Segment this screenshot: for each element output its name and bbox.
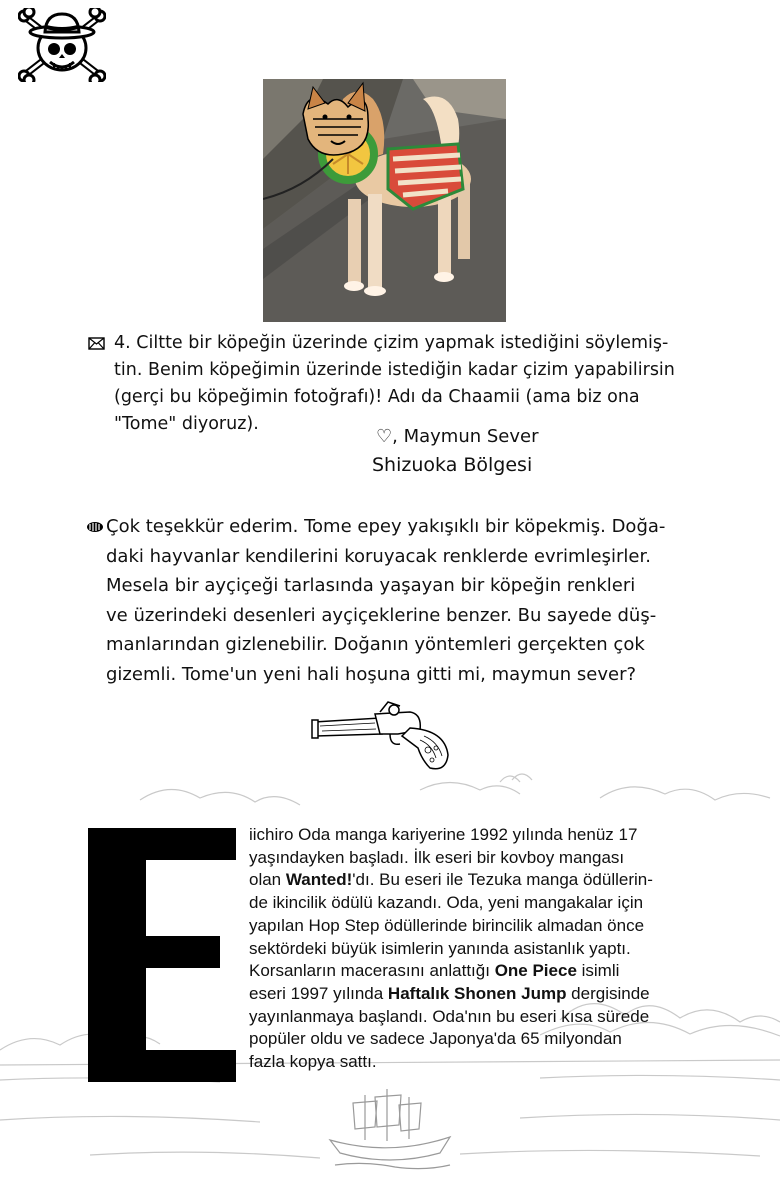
bio-title: Haftalık Shonen Jump — [387, 983, 567, 1003]
answer-line: daki hayvanlar kendilerini koruyacak renklerde evrimleşirler. — [106, 545, 651, 567]
bio-line — [249, 1028, 735, 1051]
answer-line: gizemli. Tome'un yeni hali hoşuna gitti mi, maymun sever? — [106, 663, 637, 685]
sailing-ship-icon — [325, 1085, 455, 1175]
bio-line — [249, 869, 735, 892]
bio-text: olan — [249, 870, 286, 890]
bio-title: Wanted! — [285, 870, 353, 890]
signature-name: ♡, Maymun Sever — [376, 426, 539, 447]
bio-text: 'dı. Bu eseri ile Tezuka manga ödüllerin- — [352, 870, 653, 890]
bio-text: yaşındayken başladı. İlk eseri bir kovboy mangası — [249, 847, 625, 867]
answer-line: ve üzerindeki desenleri ayçiçeklerine benzer. Bu sayede düş- — [106, 604, 657, 626]
signature-region: Shizuoka Bölgesi — [372, 454, 533, 476]
bio-text: yapılan Hop Step ödüllerinde birincilik almadan önce — [249, 915, 645, 935]
bio-text: isimli — [576, 961, 620, 981]
reader-letter — [88, 330, 728, 438]
answer-line: manlarından gizlenebilir. Doğanın yöntemleri gerçekten çok — [106, 634, 645, 655]
bio-line — [249, 1006, 735, 1029]
bio-line — [249, 824, 735, 847]
oda-mark-icon — [86, 512, 106, 689]
bio-line — [249, 892, 735, 915]
bio-text: dergisinde — [566, 983, 650, 1003]
letter-line: 4. Ciltte bir köpeğin üzerinde çizim yapmak istediğini söylemiş- — [114, 333, 669, 353]
bio-title: One Piece — [494, 961, 577, 981]
bio-line — [249, 1051, 735, 1074]
bio-text: yayınlanmaya başlandı. Oda'nın bu eseri kısa sürede — [249, 1006, 650, 1026]
envelope-icon — [88, 330, 114, 438]
straw-hat-jolly-roger-icon — [18, 8, 106, 82]
answer-line: Mesela bir ayçiçeği tarlasında yaşayan bir köpeğin renkleri — [106, 575, 636, 596]
dog-photo — [263, 79, 506, 322]
bio-text: sektördeki büyük isimlerin yanında asistanlık yaptı. — [249, 938, 631, 958]
bio-line — [249, 983, 735, 1006]
author-answer — [86, 512, 726, 689]
letter-line: tin. Benim köpeğimin üzerinde istediğin kadar çizim yapabilirsin — [114, 360, 675, 380]
bio-line — [249, 960, 735, 983]
answer-line: Çok teşekkür ederim. Tome epey yakışıklı bir köpekmiş. Doğa- — [106, 516, 666, 537]
author-biography — [249, 824, 735, 1074]
bio-text: Korsanların macerasını anlattığı — [249, 961, 495, 981]
bio-line — [249, 938, 735, 961]
bio-text: iichiro Oda manga kariyerine 1992 yılında henüz 17 — [249, 825, 638, 844]
bio-text: fazla kopya sattı. — [249, 1052, 377, 1072]
bio-line — [249, 847, 735, 870]
bio-text: de ikincilik ödülü kazandı. Oda, yeni mangakalar için — [249, 893, 644, 913]
bio-line — [249, 915, 735, 938]
bio-text: eseri 1997 yılında — [249, 983, 388, 1003]
letter-line: (gerçi bu köpeğimin fotoğrafı)! Adı da Chaamii (ama biz ona — [114, 387, 640, 407]
drop-cap — [88, 828, 236, 1082]
bio-text: popüler oldu ve sadece Japonya'da 65 milyondan — [249, 1029, 622, 1049]
letter-line: "Tome" diyoruz). — [114, 414, 259, 434]
